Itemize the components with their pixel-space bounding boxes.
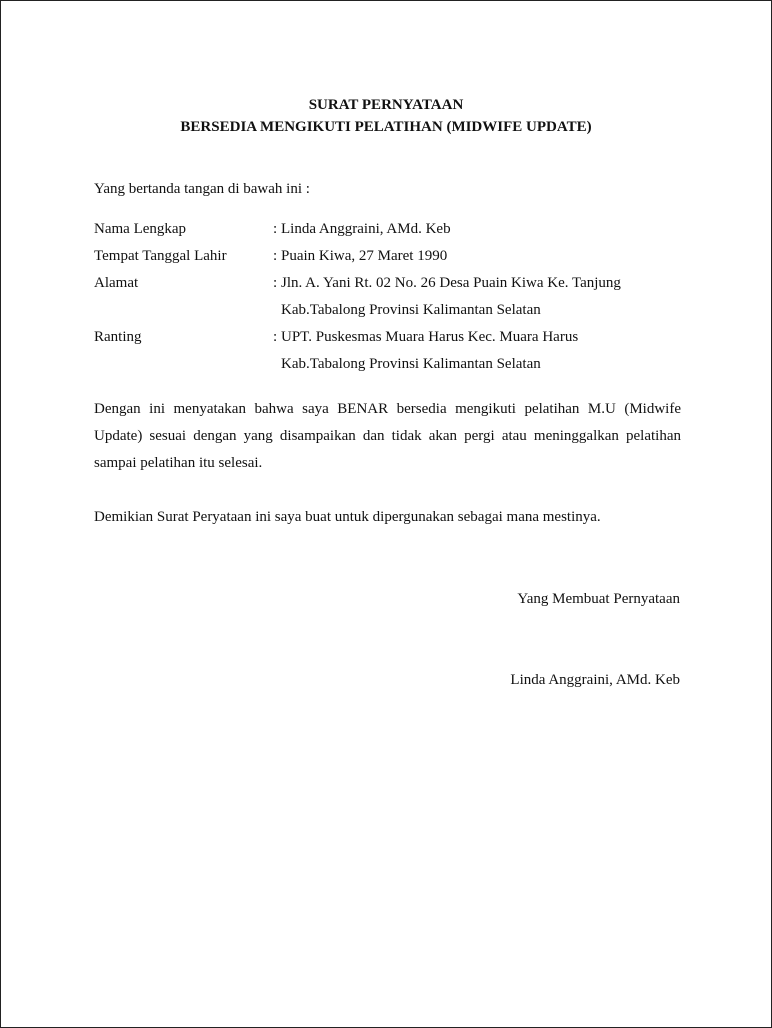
branch-colon: :: [273, 329, 278, 345]
name-label: Nama Lengkap: [94, 221, 187, 237]
name-value: Linda Anggraini, AMd. Keb: [281, 221, 451, 237]
address-value-line-1: Jln. A. Yani Rt. 02 No. 26 Desa Puain Kiwa Ke. Tanjung: [281, 275, 621, 291]
document-title: [1, 94, 771, 138]
birth-label: Tempat Tanggal Lahir: [94, 248, 227, 264]
signature-heading: Yang Membuat Pernyataan: [517, 591, 680, 607]
branch-value-line-2: Kab.Tabalong Provinsi Kalimantan Selatan: [281, 356, 541, 372]
branch-label: Ranting: [94, 329, 142, 345]
address-label: Alamat: [94, 275, 139, 291]
statement-paragraph: Dengan ini menyatakan bahwa saya BENAR bersedia mengikuti pelatihan M.U (Midwife Update) sesuai dengan yang disampaikan dan tidak akan pergi atau meninggalkan pelatihan sampai pelatihan itu selesai.: [94, 401, 681, 471]
intro-text: Yang bertanda tangan di bawah ini :: [94, 181, 310, 197]
birth-value: Puain Kiwa, 27 Maret 1990: [281, 248, 448, 264]
signature-name: Linda Anggraini, AMd. Keb: [510, 672, 680, 688]
birth-colon: :: [273, 248, 278, 264]
title-line-2: BERSEDIA MENGIKUTI PELATIHAN (MIDWIFE UPDATE): [180, 119, 592, 135]
address-colon: :: [273, 275, 278, 291]
name-colon: :: [273, 221, 278, 237]
branch-value-line-1: UPT. Puskesmas Muara Harus Kec. Muara Harus: [281, 329, 579, 345]
address-value-line-2: Kab.Tabalong Provinsi Kalimantan Selatan: [281, 302, 541, 318]
title-line-1: SURAT PERNYATAAN: [308, 97, 464, 113]
closing-paragraph: Demikian Surat Peryataan ini saya buat untuk dipergunakan sebagai mana mestinya.: [94, 509, 601, 525]
